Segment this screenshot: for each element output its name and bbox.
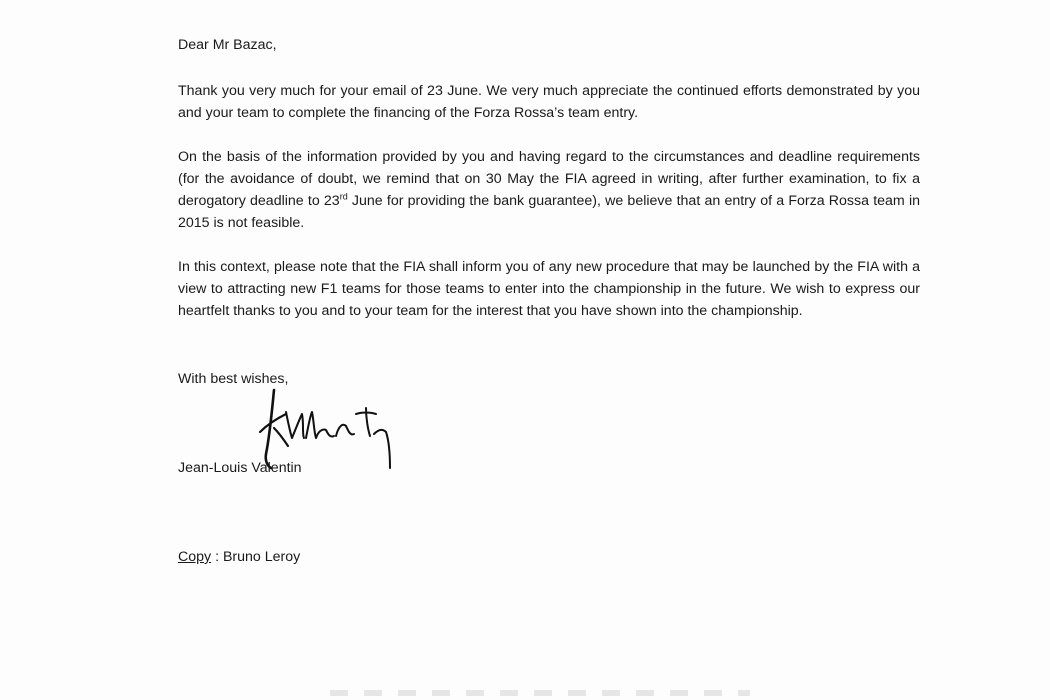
- signer-name: Jean-Louis Valentin: [178, 460, 302, 476]
- paragraph-2-text-end: June for providing the bank guarantee), we believe that an entry of a Forza Rossa team in 2015 is not feasible.: [178, 193, 920, 231]
- footer-scan-artifact: [330, 690, 750, 696]
- copy-separator: :: [211, 549, 223, 565]
- paragraph-2-text: On the basis of the information provided by you and having regard to the circumstances and deadline requirements (for the avoidance of doubt, we remind that on 30 May the FIA agreed in writing, after further examination, to fix a derogatory deadline to 23: [178, 149, 920, 209]
- ordinal-suffix: rd: [339, 191, 348, 202]
- paragraph-2: [178, 146, 920, 234]
- copy-label: Copy: [178, 549, 212, 565]
- copy-recipient: Bruno Leroy: [222, 549, 301, 565]
- paragraph-1: Thank you very much for your email of 23 June. We very much appreciate the continued efforts demonstrated by you and your team to complete the financing of the Forza Rossa’s team entry.: [178, 83, 920, 121]
- copy-line: [178, 546, 920, 568]
- paragraph-3: In this context, please note that the FIA shall inform you of any new procedure that may be launched by the FIA with a view to attracting new F1 teams for those teams to enter into the championship in the future. We wish to express our heartfelt thanks to you and to your team for the interest that you have shown into the championship.: [178, 259, 920, 319]
- salutation: Dear Mr Bazac,: [178, 37, 277, 53]
- closing: With best wishes,: [178, 371, 289, 387]
